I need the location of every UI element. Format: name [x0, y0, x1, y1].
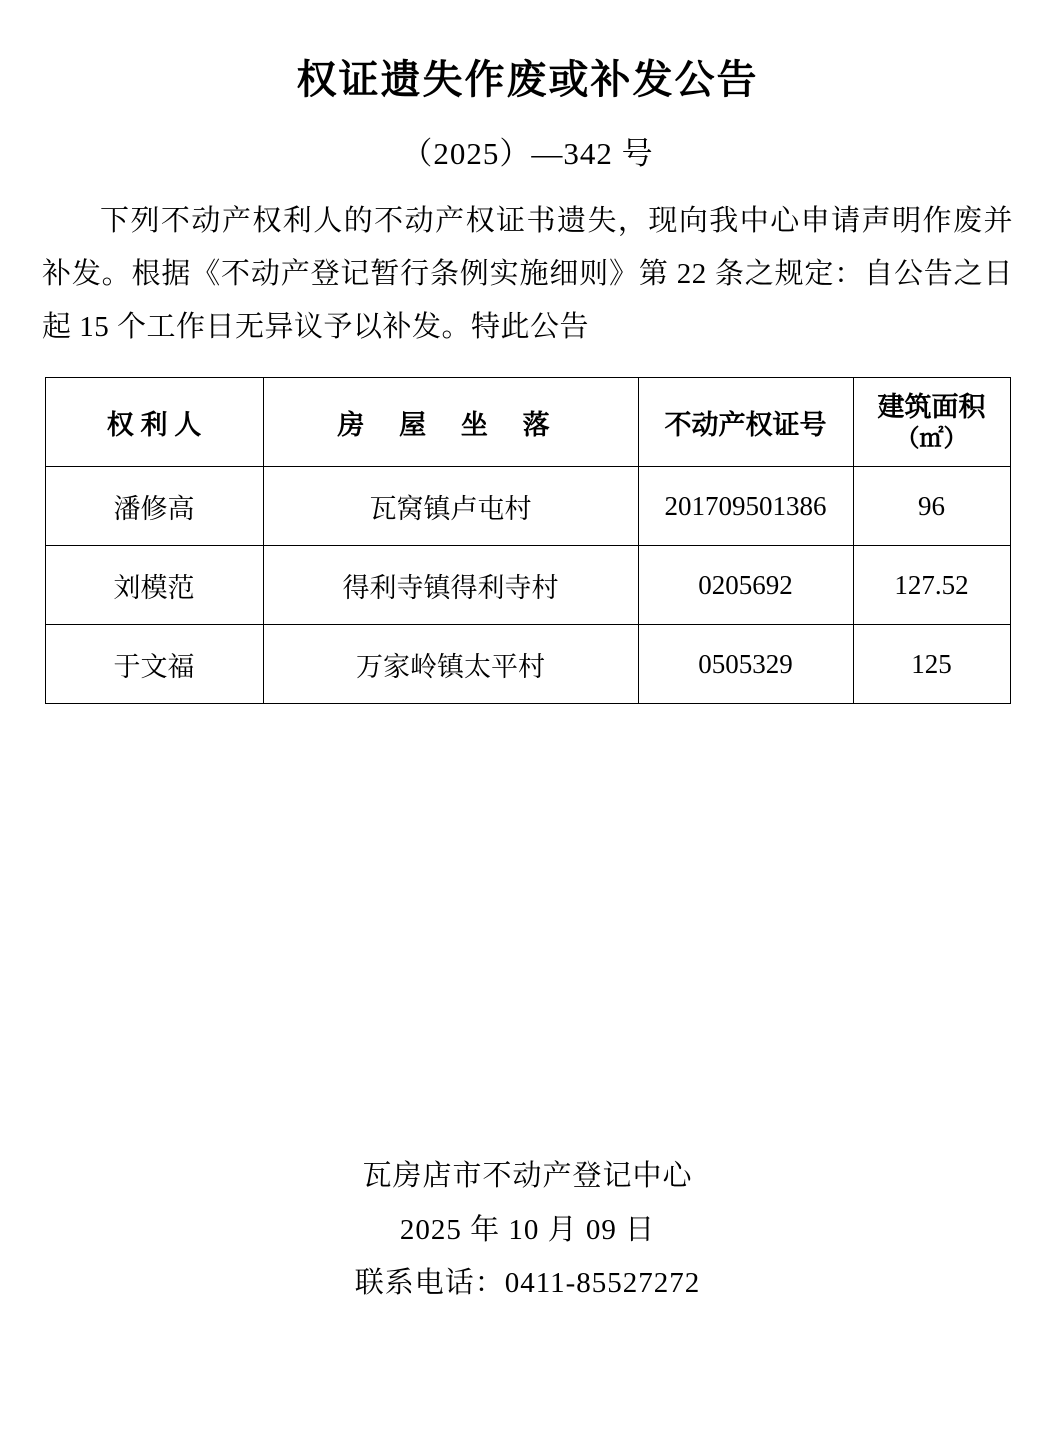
column-header-area-label: 建筑面积	[877, 391, 986, 422]
table-header-row	[45, 378, 1010, 467]
footer-date: 2025 年 10 月 09 日	[399, 1213, 656, 1246]
document-number: （2025）—342 号	[401, 136, 654, 171]
cell-certificate: 0205692	[638, 546, 853, 625]
table-row	[45, 546, 1010, 625]
table-row	[45, 625, 1010, 704]
column-header-area	[853, 378, 1010, 467]
notice-paragraph: 下列不动产权利人的不动产权证书遗失，现向我中心申请声明作废并补发。根据《不动产登记暂行条例实施细则》第 22 条之规定：自公告之日起 15 个工作日无异议予以补发。特此公告	[42, 205, 1013, 343]
column-header-owner: 权 利 人	[45, 378, 263, 467]
cell-address: 万家岭镇太平村	[263, 625, 638, 704]
cell-address: 瓦窝镇卢屯村	[263, 467, 638, 546]
cell-area: 96	[853, 467, 1010, 546]
cell-owner: 于文福	[45, 625, 263, 704]
column-header-area-unit: （㎡）	[895, 426, 968, 453]
column-header-certificate: 不动产权证号	[638, 378, 853, 467]
page-title: 权证遗失作废或补发公告	[296, 57, 759, 102]
cell-certificate: 0505329	[638, 625, 853, 704]
cell-area: 125	[853, 625, 1010, 704]
cell-address: 得利寺镇得利寺村	[263, 546, 638, 625]
notice-table	[45, 377, 1011, 704]
cell-certificate: 201709501386	[638, 467, 853, 546]
table-row	[45, 467, 1010, 546]
footer-contact: 联系电话：0411-85527272	[354, 1267, 701, 1300]
footer-issuer: 瓦房店市不动产登记中心	[362, 1160, 693, 1192]
document-footer	[0, 1150, 1055, 1311]
column-header-address: 房 屋 坐 落	[263, 378, 638, 467]
cell-area: 127.52	[853, 546, 1010, 625]
cell-owner: 刘模范	[45, 546, 263, 625]
cell-owner: 潘修高	[45, 467, 263, 546]
